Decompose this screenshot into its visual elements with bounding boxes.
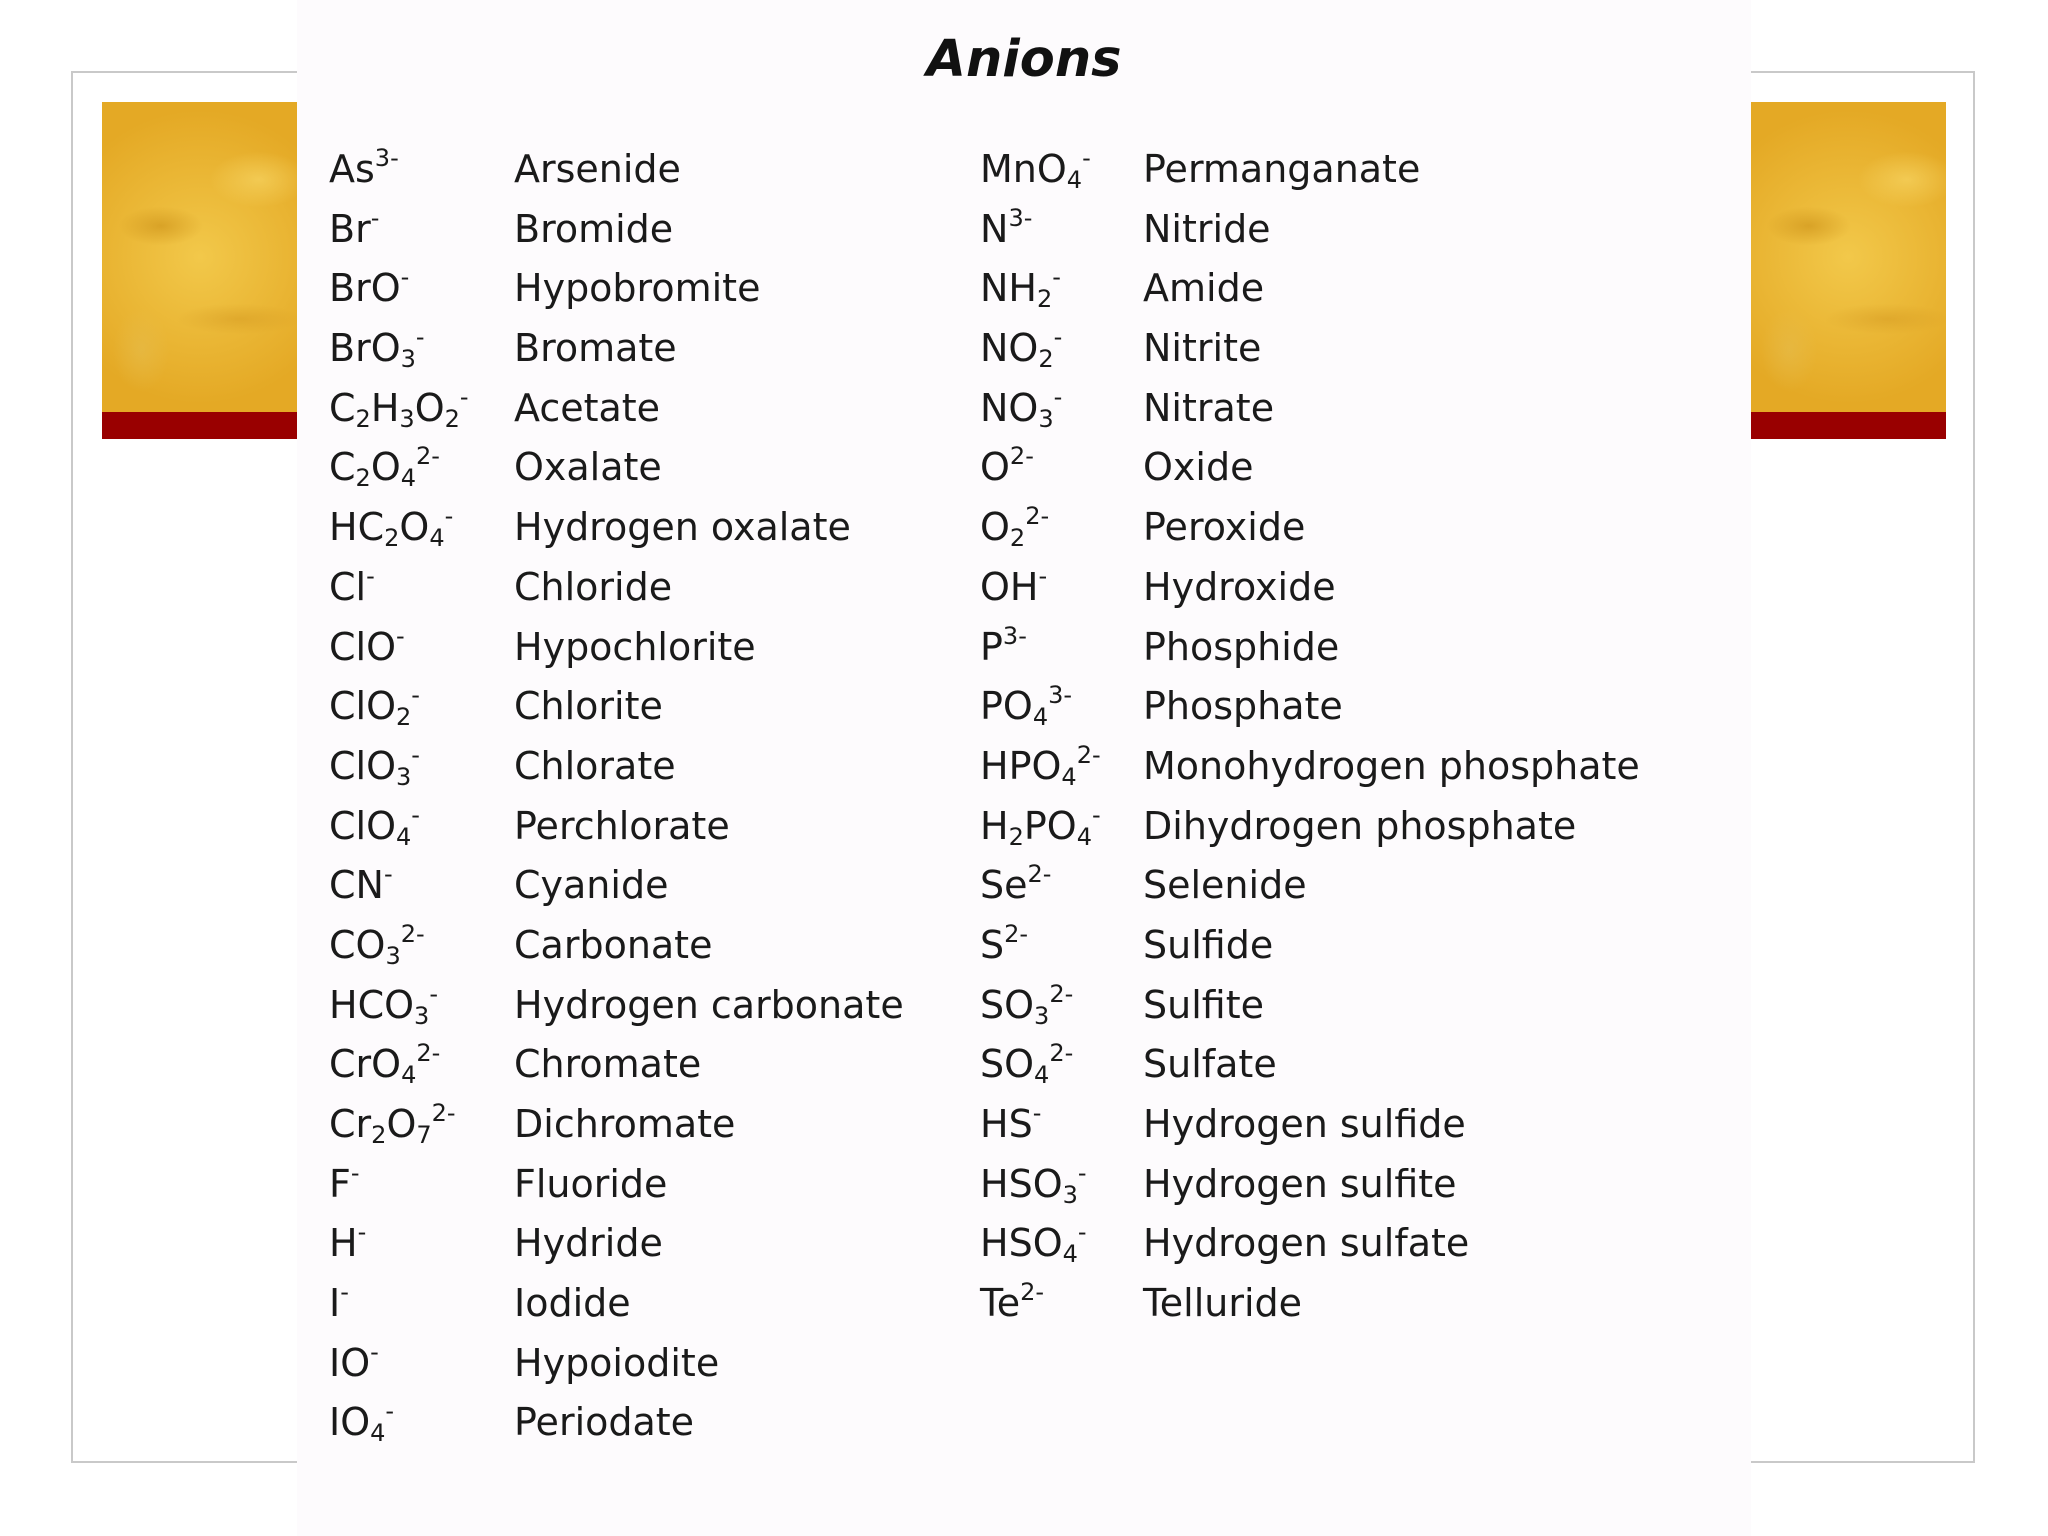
formula-element: HPO	[980, 743, 1062, 788]
formula-charge: 2-	[400, 919, 425, 948]
anion-formula	[980, 737, 1101, 797]
anion-formula	[980, 379, 1062, 439]
formula-subscript: 2	[355, 404, 371, 433]
formula-charge: 3-	[1048, 681, 1073, 710]
anion-name: Hydrogen oxalate	[514, 505, 851, 550]
anion-name: Hydrogen sulfide	[1143, 1102, 1466, 1146]
anion-formula	[329, 618, 405, 678]
formula-charge: -	[1053, 382, 1063, 411]
formula-subscript: 2	[1038, 345, 1054, 374]
formula-element: NO	[980, 326, 1039, 371]
formula-subscript: 3	[1038, 404, 1054, 433]
formula-subscript: 4	[1062, 1240, 1078, 1269]
anion-name: Chlorite	[514, 684, 663, 729]
formula-charge: 2-	[416, 442, 440, 471]
formula-element: BrO	[329, 326, 401, 371]
formula-element: N	[980, 206, 1009, 251]
anion-name: Hydrogen carbonate	[514, 982, 904, 1027]
formula-element: S	[980, 922, 1005, 967]
anion-name: Periodate	[514, 1400, 695, 1445]
formula-charge: -	[411, 681, 420, 710]
formula-element: HCO	[329, 982, 415, 1027]
formula-element: H	[329, 1221, 358, 1266]
anion-formula	[980, 259, 1061, 319]
formula-charge: 2-	[1049, 1039, 1074, 1068]
formula-element: HS	[980, 1102, 1033, 1146]
formula-element: H	[980, 803, 1009, 848]
anion-name: Amide	[1143, 266, 1265, 311]
anion-formula	[980, 1155, 1087, 1215]
formula-charge: 2-	[1049, 979, 1074, 1008]
formula-charge: -	[396, 621, 405, 650]
formula-subscript: 4	[401, 1061, 417, 1090]
formula-charge: -	[444, 502, 454, 531]
formula-element: Cl	[329, 564, 367, 609]
decorative-texture-right	[1750, 102, 1946, 412]
anion-formula	[329, 1214, 366, 1274]
anion-formula	[980, 916, 1028, 976]
formula-subscript: 4	[1076, 822, 1092, 851]
formula-element: PO	[980, 684, 1033, 729]
formula-charge: -	[411, 800, 420, 829]
formula-charge: -	[411, 740, 420, 769]
formula-charge: -	[340, 1278, 349, 1307]
anion-name: Nitrate	[1143, 385, 1275, 430]
anion-formula	[329, 1155, 360, 1215]
anion-name: Bromide	[514, 206, 674, 251]
anion-formula	[329, 259, 409, 319]
formula-subscript: 2	[1009, 524, 1026, 553]
anion-name: Sulfide	[1143, 922, 1274, 967]
anion-formula	[329, 1274, 349, 1334]
formula-element: OH	[980, 564, 1039, 609]
anion-formula	[980, 856, 1051, 916]
anion-name: Telluride	[1143, 1281, 1303, 1326]
formula-subscript: 4	[1034, 1061, 1050, 1090]
formula-element: As	[329, 147, 375, 191]
formula-charge: -	[1091, 800, 1101, 829]
formula-subscript: 3	[399, 404, 415, 433]
formula-subscript: 3	[1034, 1001, 1050, 1030]
anion-formula	[329, 1334, 379, 1394]
formula-subscript: 3	[385, 941, 401, 970]
anion-formula	[980, 618, 1027, 678]
anion-formula	[329, 379, 469, 439]
anion-formula	[980, 319, 1062, 379]
formula-subscript: 3	[396, 762, 412, 791]
anion-name: Hydrogen sulfite	[1143, 1161, 1457, 1206]
formula-element: Te	[980, 1281, 1021, 1326]
formula-element: ClO	[329, 803, 397, 848]
anion-name: Sulfite	[1143, 982, 1264, 1027]
anion-formula	[980, 438, 1034, 498]
anion-name: Fluoride	[514, 1161, 668, 1206]
formula-subscript: 2	[444, 404, 460, 433]
formula-element: SO	[980, 982, 1035, 1027]
anion-name: Acetate	[514, 385, 661, 430]
formula-element: Br	[329, 206, 371, 251]
anion-formula	[329, 737, 420, 797]
formula-subscript: 4	[1032, 703, 1049, 732]
formula-charge: -	[383, 860, 393, 889]
formula-subscript: 2	[396, 703, 412, 732]
formula-element: I	[329, 1281, 341, 1326]
formula-element: O	[370, 445, 401, 490]
anion-formula	[329, 677, 420, 737]
anion-name: Dihydrogen phosphate	[1143, 803, 1577, 848]
anion-name: Nitride	[1143, 206, 1271, 251]
anion-formula	[980, 1095, 1041, 1155]
formula-charge: -	[385, 1397, 395, 1426]
formula-element: Cr	[329, 1102, 372, 1146]
anion-formula	[329, 797, 420, 857]
formula-charge: 3-	[1002, 621, 1027, 650]
formula-subscript: 2	[1037, 285, 1053, 314]
anion-formula	[980, 498, 1049, 558]
anion-formula	[980, 677, 1072, 737]
formula-charge: -	[1077, 1218, 1087, 1247]
formula-charge: -	[357, 1218, 367, 1247]
formula-subscript: 4	[1066, 166, 1083, 194]
formula-subscript: 2	[355, 464, 371, 493]
anion-formula	[329, 976, 438, 1036]
formula-charge: 2-	[1004, 919, 1029, 948]
formula-charge: 2-	[1020, 1278, 1045, 1307]
anion-name: Chromate	[514, 1042, 702, 1087]
formula-subscript: 4	[370, 1419, 386, 1448]
anion-name: Bromate	[514, 326, 677, 371]
formula-charge: 2-	[416, 1039, 441, 1068]
anion-formula	[329, 140, 399, 200]
formula-element: Se	[980, 863, 1028, 908]
anion-name: Chlorate	[514, 743, 676, 788]
formula-charge: -	[370, 1337, 379, 1366]
anion-formula	[980, 797, 1101, 857]
formula-element: PO	[1023, 803, 1077, 848]
formula-subscript: 2	[384, 524, 400, 553]
anion-name: Oxalate	[514, 445, 662, 490]
formula-element: F	[329, 1161, 351, 1206]
anion-name: Hydride	[514, 1221, 663, 1266]
formula-charge: -	[400, 263, 410, 292]
formula-charge: -	[415, 323, 425, 352]
anion-formula	[329, 916, 425, 976]
formula-charge: -	[366, 561, 375, 590]
formula-charge: 2-	[1025, 502, 1050, 531]
formula-charge: 2-	[431, 1099, 456, 1127]
anion-formula	[980, 1274, 1044, 1334]
anion-name: Permanganate	[1143, 147, 1421, 191]
decorative-texture-left	[102, 102, 298, 412]
anion-name: Hypobromite	[514, 266, 761, 311]
formula-charge: -	[1032, 1099, 1042, 1127]
formula-element: NH	[980, 266, 1037, 311]
formula-charge: 2-	[1027, 860, 1052, 889]
anion-formula	[329, 1035, 440, 1095]
formula-element: O	[980, 445, 1010, 490]
anion-name: Hydrogen sulfate	[1143, 1221, 1470, 1266]
formula-subscript: 4	[429, 524, 445, 553]
formula-subscript: 2	[1008, 822, 1024, 851]
anion-name: Dichromate	[514, 1102, 736, 1146]
formula-element: HSO	[980, 1221, 1063, 1266]
formula-element: CO	[329, 922, 386, 967]
anion-formula	[329, 1393, 394, 1453]
anion-formula	[329, 558, 375, 618]
decorative-bar-left	[102, 412, 298, 439]
anion-formula	[329, 1095, 456, 1155]
formula-element: HC	[329, 505, 385, 550]
anion-formula	[329, 200, 379, 260]
formula-element: ClO	[329, 624, 397, 669]
anion-name: Hypoiodite	[514, 1340, 720, 1385]
formula-element: CrO	[329, 1042, 402, 1087]
formula-element: CN	[329, 863, 384, 908]
anion-formula	[329, 856, 393, 916]
anion-formula	[329, 498, 453, 558]
formula-element: O	[386, 1102, 417, 1146]
formula-charge: -	[1082, 144, 1091, 172]
formula-charge: -	[1077, 1158, 1087, 1187]
anion-name: Monohydrogen phosphate	[1143, 743, 1640, 788]
anion-name: Phosphide	[1143, 624, 1340, 669]
formula-subscript: 3	[414, 1001, 430, 1030]
formula-charge: 2-	[1076, 740, 1101, 769]
anion-formula	[980, 976, 1073, 1036]
anion-formula	[329, 319, 425, 379]
formula-element: IO	[329, 1400, 371, 1445]
formula-element: C	[329, 385, 356, 430]
page-title: Anions	[926, 30, 1122, 89]
formula-subscript: 7	[416, 1121, 432, 1149]
anion-name: Arsenide	[514, 147, 681, 191]
formula-element: SO	[980, 1042, 1035, 1087]
formula-charge: 2-	[1009, 442, 1034, 471]
formula-subscript: 2	[371, 1121, 387, 1149]
formula-element: BrO	[329, 266, 401, 311]
anion-name: Iodide	[514, 1281, 631, 1326]
anion-formula	[980, 1035, 1073, 1095]
anion-name: Oxide	[1143, 445, 1254, 490]
formula-element: O	[414, 385, 445, 430]
anion-name: Selenide	[1143, 863, 1307, 908]
formula-element: HSO	[980, 1161, 1063, 1206]
anion-formula	[980, 200, 1032, 260]
anion-name: Nitrite	[1143, 326, 1262, 371]
formula-charge: -	[1038, 561, 1048, 590]
formula-element: H	[370, 385, 400, 430]
anion-name: Sulfate	[1143, 1042, 1277, 1087]
anion-name: Chloride	[514, 564, 673, 609]
anion-name: Perchlorate	[514, 803, 730, 848]
formula-charge: -	[1053, 323, 1063, 352]
formula-element: IO	[329, 1340, 371, 1385]
decorative-bar-right	[1750, 412, 1946, 439]
formula-charge: -	[1052, 263, 1061, 292]
anion-name: Hydroxide	[1143, 564, 1336, 609]
formula-element: ClO	[329, 743, 397, 788]
formula-element: ClO	[329, 684, 397, 729]
formula-subscript: 3	[400, 345, 416, 374]
formula-charge: 3-	[1008, 203, 1033, 232]
anion-formula	[329, 438, 440, 498]
formula-element: MnO	[980, 147, 1067, 191]
anion-name: Hypochlorite	[514, 624, 756, 669]
formula-subscript: 3	[1062, 1180, 1078, 1209]
anion-name: Carbonate	[514, 922, 713, 967]
anion-name: Phosphate	[1143, 684, 1343, 729]
anion-formula	[980, 1214, 1087, 1274]
formula-charge: 3-	[374, 144, 399, 172]
formula-subscript: 4	[400, 464, 417, 493]
formula-element: C	[329, 445, 356, 490]
formula-charge: -	[429, 979, 438, 1008]
anion-name: Cyanide	[514, 863, 669, 908]
anion-formula	[980, 558, 1047, 618]
formula-subscript: 4	[1061, 762, 1077, 791]
anion-name: Peroxide	[1143, 505, 1306, 550]
anion-formula	[980, 140, 1091, 200]
formula-charge: -	[459, 382, 469, 411]
formula-charge: -	[370, 203, 380, 232]
formula-element: NO	[980, 385, 1039, 430]
formula-charge: -	[350, 1158, 360, 1187]
formula-subscript: 4	[396, 822, 412, 851]
formula-element: P	[980, 624, 1003, 669]
formula-element: O	[399, 505, 430, 550]
formula-element: O	[980, 505, 1010, 550]
